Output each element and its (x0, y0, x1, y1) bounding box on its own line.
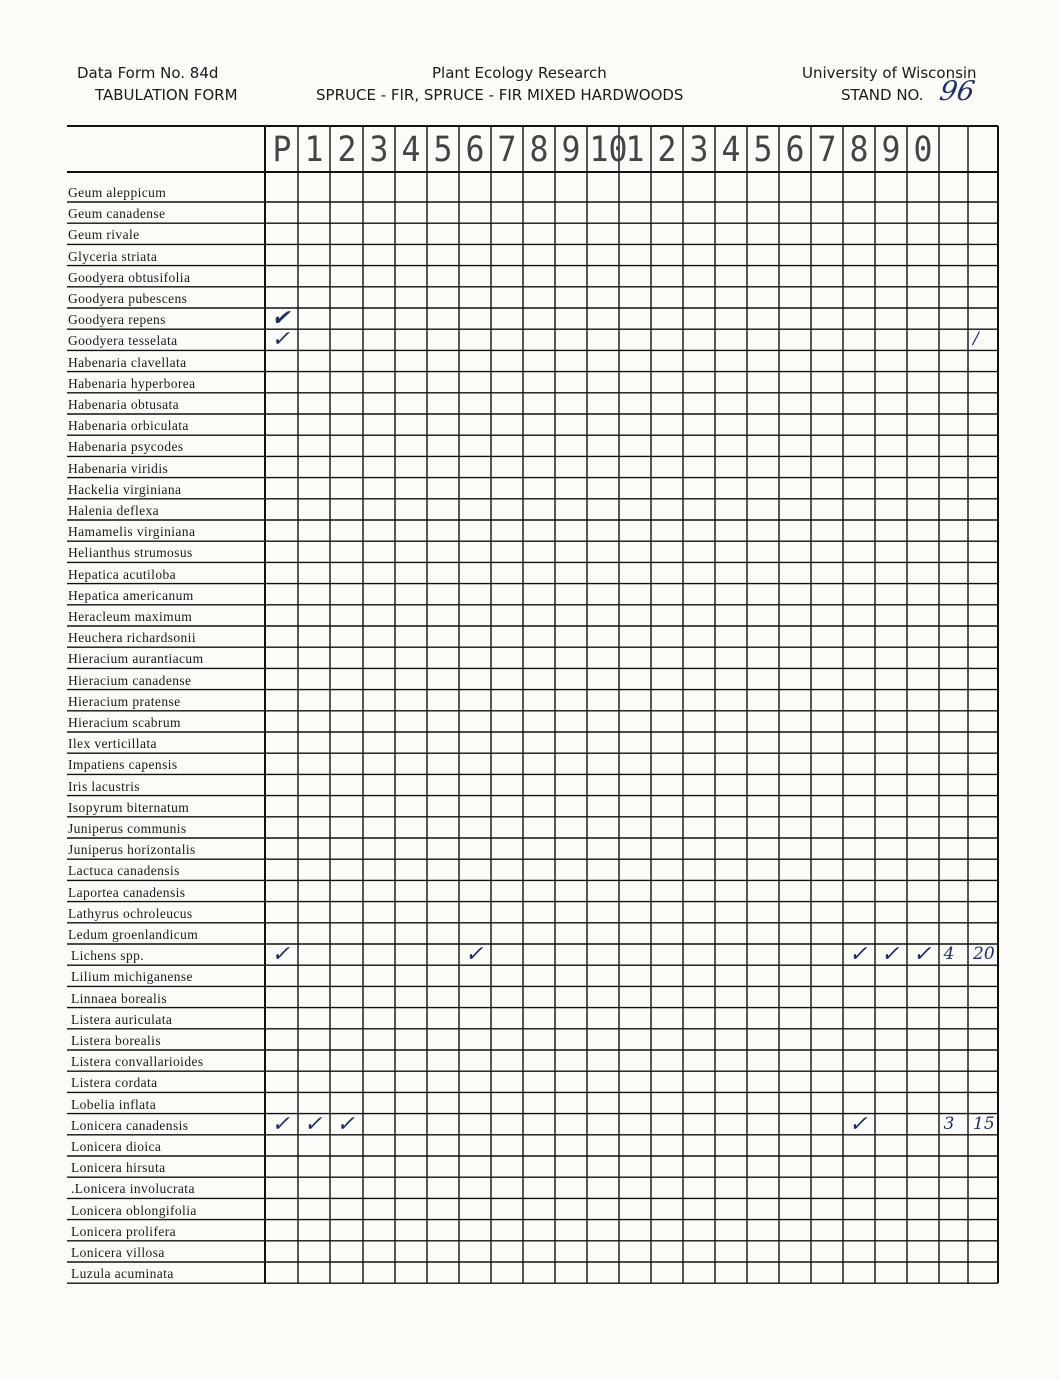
entry-value: 15 (973, 1113, 995, 1134)
species-name: Hieracium pratense (68, 693, 181, 709)
column-header: 5 (433, 130, 453, 170)
entry-value: / (973, 329, 979, 350)
column-header: 3 (369, 130, 389, 170)
species-name: Lonicera dioica (71, 1139, 162, 1154)
species-name: Impatiens capensis (68, 757, 178, 773)
species-name: Geum rivale (68, 227, 140, 243)
column-header: 1 (625, 130, 645, 170)
species-name: Habenaria obtusata (68, 397, 180, 412)
species-name: Luzula acuminata (71, 1266, 174, 1282)
column-header: 4 (401, 130, 421, 170)
species-name: Lichens spp. (71, 948, 145, 964)
species-name: Lobelia inflata (71, 1096, 157, 1112)
column-header: 8 (849, 130, 869, 170)
species-name: Juniperus horizontalis (68, 842, 196, 858)
stand-label: STAND NO. (841, 86, 924, 104)
column-header: 7 (817, 130, 837, 170)
check-mark: ✓ (849, 942, 868, 968)
entry-value: 20 (973, 944, 995, 965)
check-mark: ✓ (304, 1111, 323, 1137)
check-mark: ✔ (271, 306, 290, 332)
form-number: Data Form No. 84d (77, 64, 219, 82)
species-name: Goodyera tesselata (68, 333, 178, 349)
column-header: 1 (304, 130, 324, 170)
species-name: Lathyrus ochroleucus (68, 905, 193, 921)
check-mark: ✓ (465, 942, 484, 968)
check-mark: ✓ (271, 942, 290, 968)
species-name: Habenaria viridis (68, 460, 169, 476)
entry-value: 3 (943, 1113, 955, 1134)
species-name: Ledum groenlandicum (68, 927, 199, 942)
check-mark: ✓ (271, 327, 290, 353)
species-name: Halenia deflexa (68, 503, 160, 518)
species-name: Habenaria clavellata (68, 354, 187, 370)
species-name: Geum canadense (68, 206, 166, 222)
species-name: Helianthus strumosus (68, 545, 193, 561)
species-name: Heuchera richardsonii (68, 630, 196, 646)
entry-value: 4 (943, 944, 955, 965)
species-name: Iris lacustris (68, 778, 140, 794)
species-name: Linnaea borealis (71, 990, 167, 1006)
species-name: Glyceria striata (68, 248, 158, 264)
check-mark: ✓ (271, 1111, 290, 1137)
species-name: Hepatica acutiloba (68, 566, 177, 582)
column-header: 6 (785, 130, 805, 170)
species-name: Ilex verticillata (68, 736, 157, 752)
column-header: 2 (657, 130, 677, 170)
check-mark: ✓ (849, 1111, 868, 1137)
species-name: Habenaria hyperborea (68, 375, 196, 391)
species-name: Listera convallarioides (71, 1054, 204, 1070)
species-name: Lonicera prolifera (71, 1223, 177, 1239)
species-name: Lonicera villosa (71, 1245, 165, 1260)
species-name: Geum aleppicum (68, 185, 167, 200)
check-mark: ✓ (881, 942, 900, 968)
species-name: Habenaria psycodes (68, 439, 184, 455)
species-name: Hackelia virginiana (68, 481, 182, 497)
stand-number-value: 96 (937, 76, 978, 107)
species-name: Lonicera canadensis (71, 1117, 189, 1133)
column-header: P (272, 130, 291, 170)
check-mark: ✓ (336, 1111, 355, 1137)
species-name: .Lonicera involucrata (71, 1181, 195, 1197)
form-type: TABULATION FORM (95, 86, 238, 104)
species-name: Listera auriculata (71, 1011, 173, 1027)
column-header: 9 (561, 130, 581, 170)
species-name: Lactuca canadensis (68, 863, 180, 879)
species-name: Listera cordata (71, 1075, 158, 1091)
species-name: Hieracium aurantiacum (68, 651, 204, 667)
species-name: Lilium michiganense (71, 969, 193, 985)
species-name: Goodyera repens (68, 312, 166, 328)
species-name: Lonicera oblongifolia (71, 1202, 197, 1218)
species-name: Hamamelis virginiana (68, 524, 196, 540)
species-name: Habenaria orbiculata (68, 418, 189, 434)
species-name: Hepatica americanum (68, 587, 194, 603)
species-name: Juniperus communis (68, 821, 187, 836)
column-header: 0 (913, 130, 933, 170)
column-header: 2 (337, 130, 356, 170)
organization: Plant Ecology Research (432, 64, 607, 82)
university-name: University of Wisconsin (802, 64, 977, 82)
column-header: 7 (497, 130, 517, 170)
species-name: Goodyera obtusifolia (68, 269, 191, 285)
species-name: Lonicera hirsuta (71, 1160, 166, 1176)
column-header: 8 (529, 130, 549, 170)
check-mark: ✓ (913, 942, 932, 968)
column-header: 9 (881, 130, 901, 170)
column-header: 5 (753, 130, 773, 170)
column-header: 6 (465, 130, 485, 170)
column-header: 4 (721, 130, 741, 170)
column-header: 10 (589, 130, 628, 170)
species-name: Hieracium scabrum (68, 715, 181, 730)
species-name: Hieracium canadense (68, 672, 192, 688)
species-name: Heracleum maximum (68, 609, 193, 624)
species-name: Laportea canadensis (68, 884, 186, 900)
column-header: 3 (689, 130, 709, 170)
species-name: Isopyrum biternatum (68, 799, 190, 815)
species-name: Listera borealis (71, 1033, 161, 1048)
form-subtitle: SPRUCE - FIR, SPRUCE - FIR MIXED HARDWOODS (316, 86, 684, 104)
species-name: Goodyera pubescens (68, 291, 188, 306)
